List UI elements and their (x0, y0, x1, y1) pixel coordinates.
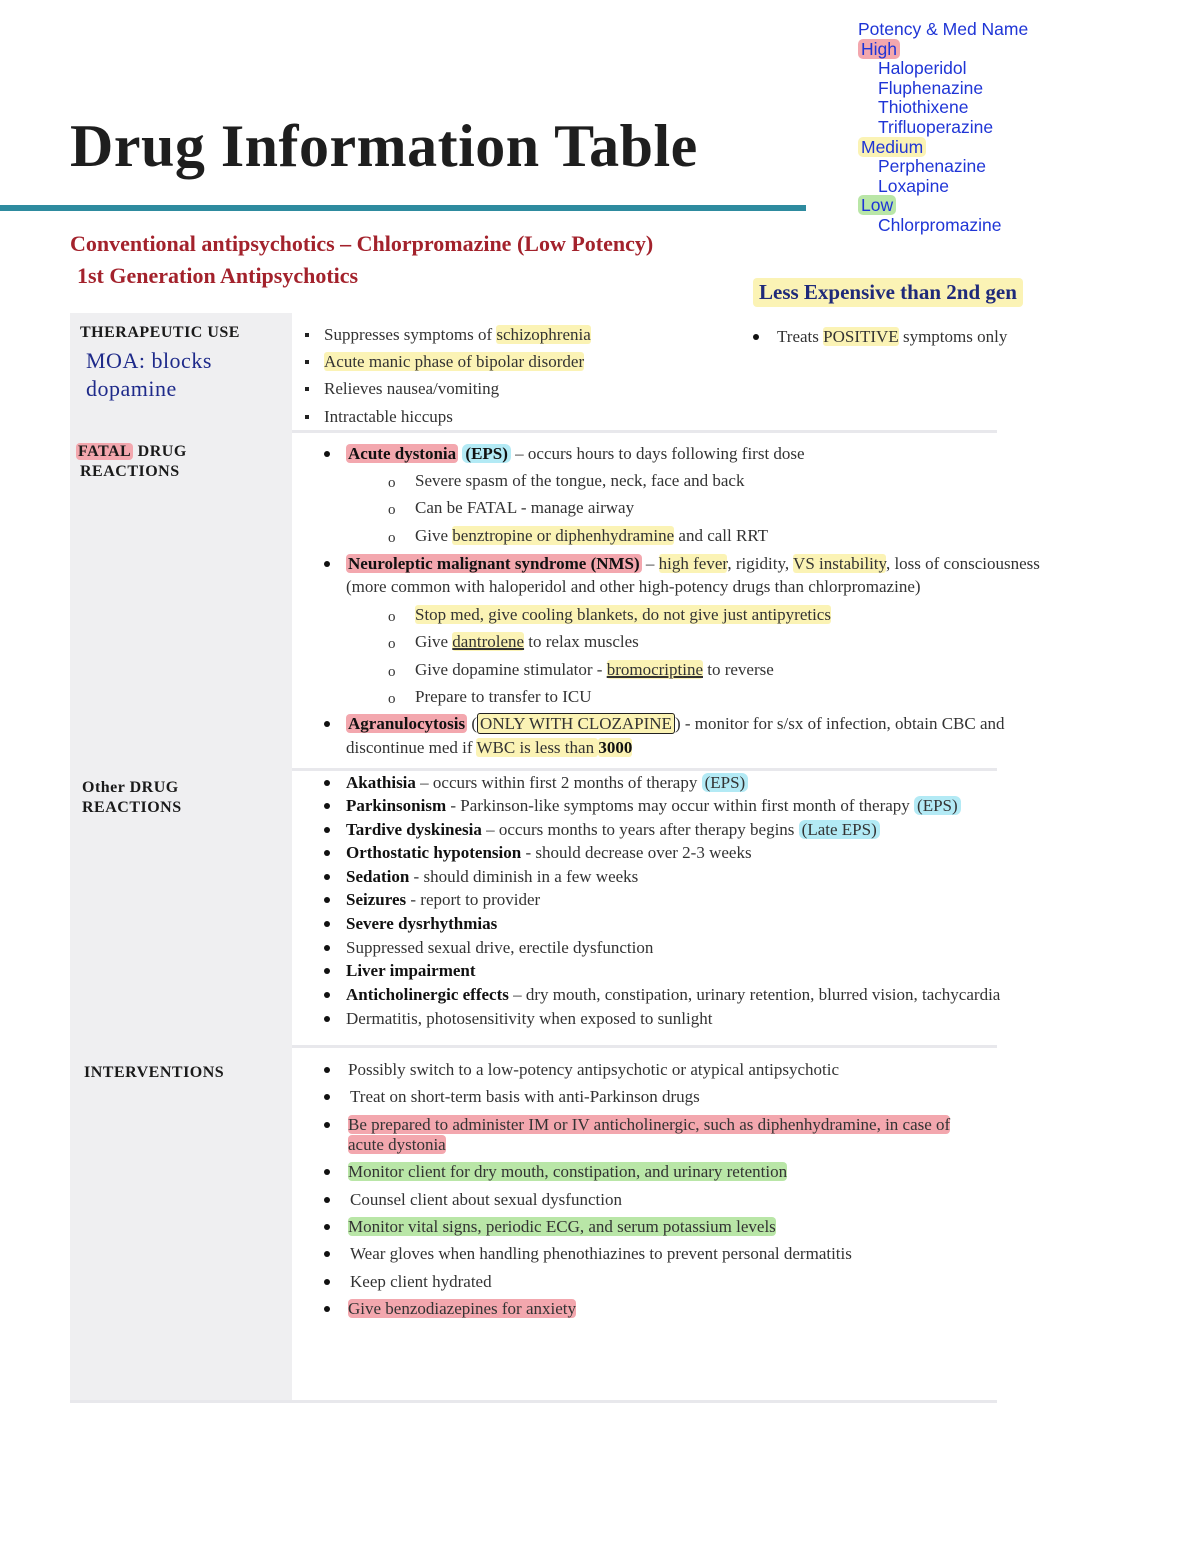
text: symptoms only (898, 327, 1008, 346)
list-item: Counsel client about sexual dysfunction (350, 1190, 622, 1209)
list-item (348, 1215, 776, 1238)
list-item (348, 1297, 576, 1320)
list-item (346, 771, 748, 794)
list-item-continued (346, 736, 632, 759)
eps-tag: (EPS) (702, 773, 749, 792)
highlight: WBC is less than (476, 738, 599, 757)
text: ( (467, 714, 478, 733)
bullet-icon (324, 1279, 330, 1285)
list-item: Can be FATAL - manage airway (415, 498, 635, 517)
list-item: Relieves nausea/vomiting (324, 379, 500, 398)
bullet-icon (324, 874, 330, 880)
list-item (415, 524, 768, 547)
text: to relax muscles (524, 632, 639, 651)
circle-bullet-icon: o (388, 636, 396, 652)
potency-legend (858, 20, 1028, 236)
legend-med: Chlorpromazine (878, 214, 1002, 235)
text: and call RRT (674, 526, 769, 545)
page-title: Drug Information Table (70, 113, 698, 179)
list-item (415, 630, 639, 653)
highlight: ONLY WITH CLOZAPINE (477, 713, 675, 734)
eps-tag: (EPS) (462, 444, 511, 463)
circle-bullet-icon: o (388, 664, 396, 680)
list-item: Treat on short-term basis with anti-Parkinson drugs (350, 1087, 700, 1106)
list-item (348, 1160, 787, 1183)
text: Give dopamine stimulator - (415, 660, 607, 679)
bullet-icon (324, 1197, 330, 1203)
bullet-icon (305, 333, 309, 337)
text: Sedation (346, 867, 410, 886)
list-item: Intractable hiccups (324, 407, 453, 426)
bullet-icon (324, 945, 330, 951)
text: – (641, 554, 659, 573)
text: Seizures (346, 890, 407, 909)
label-text: REACTIONS (82, 799, 182, 816)
circle-bullet-icon: o (388, 691, 396, 707)
interventions-label: INTERVENTIONS (84, 1064, 225, 1081)
list-item (777, 325, 1007, 348)
legend-medium: Medium (858, 137, 926, 157)
bullet-icon (324, 992, 330, 998)
bullet-icon (324, 850, 330, 856)
legend-high: High (858, 39, 900, 59)
list-item-continued (348, 1133, 446, 1156)
highlight: Be prepared to administer IM or IV anticholinergic, such as diphenhydramine, in case of (348, 1115, 951, 1134)
text: Suppresses symptoms of (324, 325, 497, 344)
bullet-icon (753, 334, 759, 340)
list-item (346, 912, 497, 935)
highlight: VS instability (793, 554, 886, 573)
highlight: benztropine or diphenhydramine (452, 526, 675, 545)
circle-bullet-icon: o (388, 530, 396, 546)
highlight: Acute manic phase of bipolar disorder (324, 352, 585, 371)
label-text: REACTIONS (80, 463, 180, 480)
eps-tag: (EPS) (914, 796, 961, 815)
list-item (346, 983, 1000, 1006)
text: - should diminish in a few weeks (409, 867, 639, 886)
bullet-icon (324, 721, 330, 727)
list-item (324, 350, 584, 373)
list-item (346, 959, 476, 982)
legend-med: Loxapine (878, 175, 950, 196)
row-divider (292, 430, 997, 433)
list-item: Suppressed sexual drive, erectile dysfunction (346, 938, 654, 957)
bullet-icon (324, 897, 330, 903)
fatal-highlight: FATAL (78, 443, 132, 460)
bullet-icon (324, 780, 330, 786)
text: Anticholinergic effects (346, 985, 509, 1004)
bullet-icon (305, 415, 309, 419)
highlight: Give benzodiazepines for anxiety (348, 1299, 576, 1318)
drug-class-heading: Conventional antipsychotics – Chlorpromazine (Low Potency) (70, 231, 654, 256)
bullet-icon (324, 561, 330, 567)
list-item (415, 603, 831, 626)
moa-note (86, 347, 212, 403)
list-item: Dermatitis, photosensitivity when exposed to sunlight (346, 1009, 713, 1028)
fatal-reactions-label (76, 442, 187, 482)
text: Severe dysrhythmias (346, 914, 498, 933)
list-item (346, 712, 1005, 735)
text: – dry mouth, constipation, urinary retention, blurred vision, tachycardia (508, 985, 1001, 1004)
highlight: high fever (658, 554, 728, 573)
legend-med: Fluphenazine (878, 77, 984, 98)
bullet-icon (324, 1306, 330, 1312)
text: - report to provider (406, 890, 541, 909)
label-text: Other DRUG (82, 779, 179, 796)
text: Tardive dyskinesia (346, 820, 482, 839)
bullet-icon (324, 1067, 330, 1073)
text: - should decrease over 2-3 weeks (521, 843, 752, 862)
highlight: Monitor vital signs, periodic ECG, and serum potassium levels (348, 1217, 776, 1236)
bullet-icon (305, 360, 309, 364)
highlight: Acute dystonia (348, 444, 457, 463)
legend-med: Trifluoperazine (878, 116, 994, 137)
highlight: Stop med, give cooling blankets, do not give just antipyretics (415, 605, 831, 624)
moa-line: dopamine (86, 376, 177, 401)
list-item (346, 818, 880, 841)
list-item: Severe spasm of the tongue, neck, face and back (415, 471, 745, 490)
text: Akathisia (346, 773, 416, 792)
text: – occurs hours to days following first dose (510, 444, 805, 463)
row-divider (292, 1045, 997, 1048)
circle-bullet-icon: o (388, 475, 396, 491)
cost-note: Less Expensive than 2nd gen (753, 278, 1023, 307)
text: Treats (777, 327, 824, 346)
highlight: dantrolene (452, 632, 525, 651)
text: ) (674, 714, 681, 733)
list-item-continued: (more common with haloperidol and other high-potency drugs than chlorpromazine) (346, 577, 921, 596)
text: - Parkinson-like symptoms may occur within first month of therapy (446, 796, 915, 815)
text: , rigidity, (727, 554, 794, 573)
moa-line: MOA: blocks (86, 348, 212, 373)
other-reactions-label (82, 778, 182, 818)
legend-header: Potency & Med Name (858, 19, 1029, 39)
bullet-icon (324, 1122, 330, 1128)
bullet-icon (324, 968, 330, 974)
text: – occurs within first 2 months of therapy (415, 773, 702, 792)
list-item: Possibly switch to a low-potency antipsychotic or atypical antipsychotic (348, 1060, 840, 1079)
list-item (346, 442, 805, 465)
list-item (346, 841, 752, 864)
list-item (324, 323, 591, 346)
text: to reverse (703, 660, 774, 679)
eps-tag: (Late EPS) (799, 820, 880, 839)
generation-heading: 1st Generation Antipsychotics (77, 263, 359, 288)
list-item (415, 658, 774, 681)
list-item (346, 865, 638, 888)
list-item (346, 888, 540, 911)
text: Give (415, 526, 453, 545)
text: Liver impairment (346, 961, 476, 980)
therapeutic-use-label: THERAPEUTIC USE (80, 324, 240, 341)
text: discontinue med if (346, 738, 477, 757)
highlight: Neuroleptic malignant syndrome (NMS) (348, 554, 640, 573)
highlight: acute dystonia (348, 1135, 446, 1154)
bullet-icon (324, 1224, 330, 1230)
highlight: 3000 (598, 738, 633, 757)
legend-med: Perphenazine (878, 156, 986, 177)
bullet-icon (324, 921, 330, 927)
bullet-icon (324, 1016, 330, 1022)
title-divider (0, 205, 806, 211)
bullet-icon (305, 387, 309, 391)
highlight: Agranulocytosis (348, 714, 466, 733)
bullet-icon (324, 1094, 330, 1100)
bullet-icon (324, 1251, 330, 1257)
bullet-icon (324, 1169, 330, 1175)
text: - monitor for s/sx of infection, obtain CBC and (680, 714, 1005, 733)
text: Give (415, 632, 453, 651)
legend-med: Thiothixene (878, 97, 969, 118)
label-text: DRUG (133, 443, 187, 460)
bullet-icon (324, 451, 330, 457)
list-item: Prepare to transfer to ICU (415, 687, 592, 706)
highlight: bromocriptine (606, 660, 703, 679)
list-item (346, 552, 1040, 575)
list-item: Keep client hydrated (350, 1272, 492, 1291)
highlight: Monitor client for dry mouth, constipation, and urinary retention (348, 1162, 788, 1181)
circle-bullet-icon: o (388, 502, 396, 518)
list-item (346, 794, 961, 817)
text: – occurs months to years after therapy begins (481, 820, 799, 839)
text: , loss of consciousness (885, 554, 1040, 573)
bullet-icon (324, 803, 330, 809)
bullet-icon (324, 827, 330, 833)
legend-low: Low (858, 195, 896, 215)
text: Orthostatic hypotension (346, 843, 522, 862)
legend-med: Haloperidol (878, 58, 967, 79)
table-bottom-border (70, 1400, 997, 1403)
list-item: Wear gloves when handling phenothiazines to prevent personal dermatitis (350, 1244, 852, 1263)
circle-bullet-icon: o (388, 609, 396, 625)
text: Parkinsonism (346, 796, 447, 815)
highlight: schizophrenia (496, 325, 591, 344)
highlight: POSITIVE (823, 327, 899, 346)
